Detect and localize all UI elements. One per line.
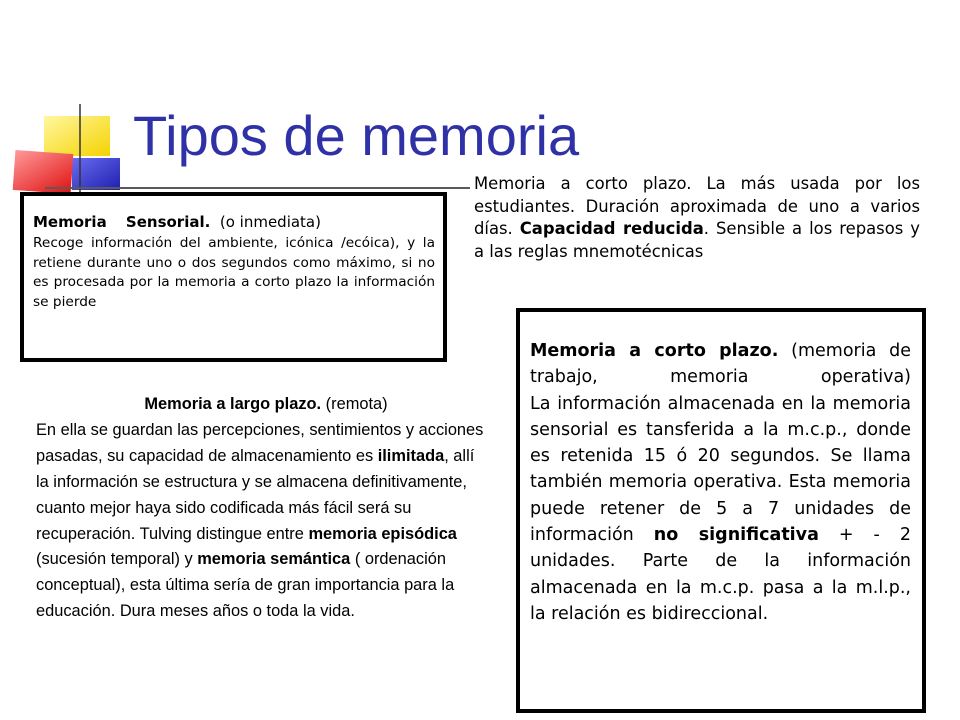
short-term-memory-title: Memoria a corto plazo. [530,341,779,361]
long-term-text-4: ( ordenación conceptual), esta última sería de gran importancia para la educación. Dura meses años o toda la vida. [36,550,455,621]
short-term-note-intro: Memoria a corto plazo. La más usada por los estudiantes. Duración aproximada de uno a varios días. [474,174,920,238]
sensory-memory-description: Recoge información del ambiente, icónica /ecóica), y la retiene durante uno o dos segundos como máximo, si no es procesada por la memoria a corto plazo la información se pierde [33,235,435,310]
logo-blue-square [72,158,120,190]
slide-logo-graphic [0,100,130,200]
long-term-bold-3: memoria semántica [197,550,351,569]
short-term-text-2: + - 2 unidades. Parte de la información almacenada en la m.c.p. pasa a la m.l.p., la relación es bidireccional. [530,525,911,624]
logo-yellow-square [44,116,110,156]
slide-title: Tipos de memoria [133,104,580,167]
sensory-memory-heading [33,212,435,232]
long-term-bold-1: ilimitada [377,446,445,465]
sensory-memory-subtitle: (o inmediata) [219,213,321,231]
long-term-memory-heading [36,392,488,418]
short-term-text-1: La información almacenada en la memoria sensorial es tansferida a la m.c.p., donde es retenida 15 ó 20 segundos. Se llama también memoria operativa. Esta memoria puede retener de 5 a 7 unidades de información [530,393,911,546]
short-term-bold-1: no significativa [653,525,819,546]
long-term-text-2: , allí la información se estructura y se almacena definitivamente, cuanto mejor haya sido codificada más fácil será su recuperación. Tulving distingue entre [36,446,475,543]
long-term-memory-subtitle: (remota) [325,395,388,413]
long-term-bold-2: memoria episódica [308,524,457,543]
long-term-memory-title: Memoria a largo plazo. [144,395,322,413]
sensory-memory-title: Memoria Sensorial. [33,213,211,231]
short-term-memory-subtitle: (memoria de trabajo, memoria operativa) [530,341,911,388]
long-term-memory-block [36,392,488,625]
title-rule [45,187,470,189]
short-term-memory-box [516,308,926,713]
long-term-text-3: (sucesión temporal) y [36,550,198,569]
short-term-note-rest: . Sensible a los repasos y a las reglas mnemotécnicas [474,219,920,261]
sensory-memory-box [20,192,447,362]
short-term-memory-heading [530,338,911,391]
long-term-memory-description [36,418,488,625]
short-term-memory-note [474,173,920,263]
long-term-text-1: En ella se guardan las percepciones, sentimientos y acciones pasadas, su capacidad de almacenamiento es [36,420,484,465]
short-term-note-bold: Capacidad reducida [519,219,704,238]
short-term-memory-description [530,391,911,628]
